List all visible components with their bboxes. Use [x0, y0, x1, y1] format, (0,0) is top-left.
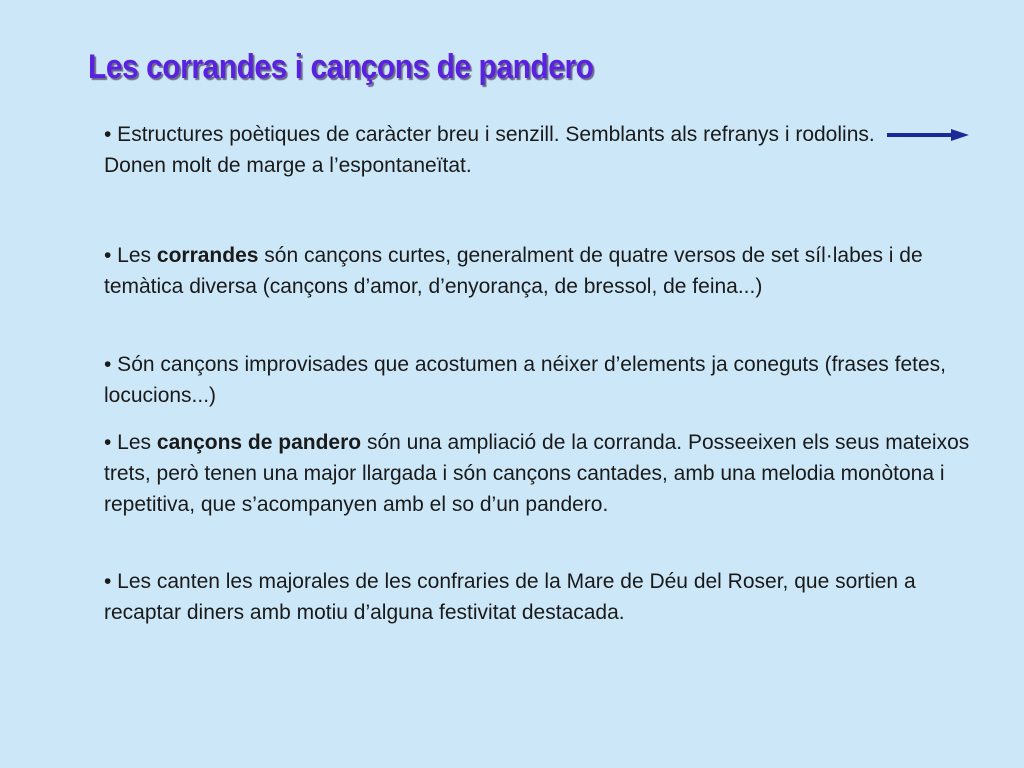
bullet-paragraph-5: [104, 566, 984, 628]
bullet-2-pre: • Les: [104, 244, 157, 267]
bullet-1-text: • Estructures poètiques de caràcter breu i senzill. Semblants als refranys i rodolins.: [104, 123, 875, 146]
slide-title: Les corrandes i cançons de pandero: [88, 48, 594, 86]
bullet-4-post: són una ampliació de la corranda. Posseeixen els seus mateixos trets, però tenen una major llargada i són cançons cantades, amb una melodia monòtona i repetitiva, que s’acompanyen amb el so d’un pandero.: [104, 431, 970, 516]
bullet-paragraph-1: [104, 119, 984, 181]
bullet-paragraph-4: [104, 427, 984, 520]
bullet-2-bold-term: corrandes: [156, 244, 259, 267]
bullet-4-bold-term: cançons de pandero: [156, 431, 362, 454]
bullet-5-text: • Les canten les majorales de les confraries de la Mare de Déu del Roser, que sortien a recaptar diners amb motiu d’alguna festivitat destacada.: [104, 570, 916, 624]
right-arrow-icon: [885, 128, 971, 142]
bullet-1-continuation: Donen molt de marge a l’espontaneïtat.: [104, 154, 472, 177]
bullet-2-post: són cançons curtes, generalment de quatre versos de set síl·labes i de temàtica diversa (cançons d’amor, d’enyorança, de bressol, de feina...): [104, 244, 923, 298]
bullet-paragraph-3: [104, 349, 984, 411]
bullet-4-pre: • Les: [104, 431, 157, 454]
bullet-paragraph-2: [104, 240, 984, 302]
bullet-3-text: • Són cançons improvisades que acostumen a néixer d’elements ja coneguts (frases fetes, locucions...): [104, 353, 946, 407]
